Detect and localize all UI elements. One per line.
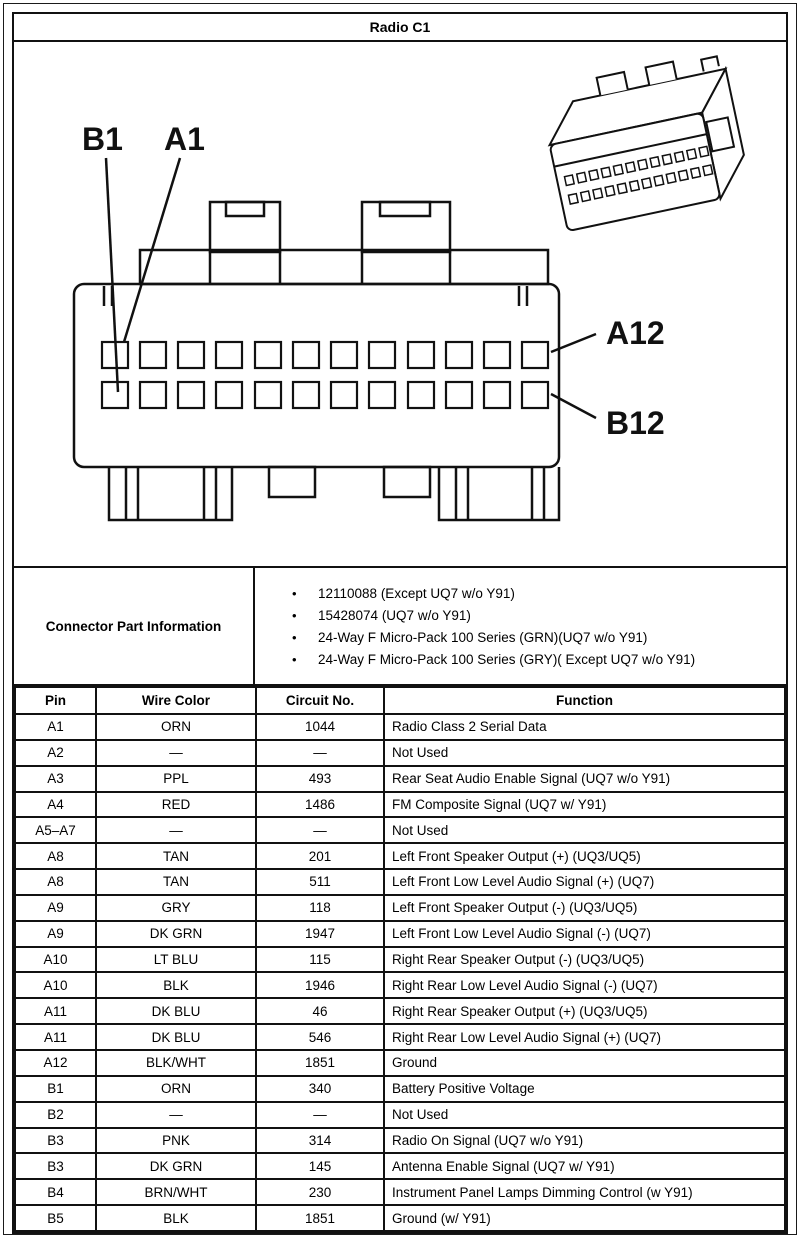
wire-color-cell: BLK/WHT bbox=[96, 1050, 256, 1076]
pin-cell: B1 bbox=[15, 1076, 96, 1102]
circuit-no-cell: — bbox=[256, 1102, 384, 1128]
wire-color-cell: LT BLU bbox=[96, 947, 256, 973]
function-cell: Right Rear Low Level Audio Signal (+) (UQ7) bbox=[384, 1024, 785, 1050]
pin-label-b1: B1 bbox=[82, 121, 123, 157]
pin-cell: B3 bbox=[15, 1153, 96, 1179]
function-cell: Not Used bbox=[384, 1102, 785, 1128]
connector-3d-view bbox=[538, 51, 752, 231]
pinout-table-wrap bbox=[14, 686, 786, 1232]
connector-body bbox=[74, 284, 559, 467]
pin-cell: A11 bbox=[15, 1024, 96, 1050]
wire-color-cell: — bbox=[96, 1102, 256, 1128]
function-cell: Ground (w/ Y91) bbox=[384, 1205, 785, 1231]
circuit-no-cell: 1947 bbox=[256, 921, 384, 947]
circuit-no-cell: 314 bbox=[256, 1128, 384, 1154]
table-row bbox=[15, 714, 785, 740]
wire-color-cell: TAN bbox=[96, 843, 256, 869]
pin-grid bbox=[102, 342, 548, 408]
pin-cell: B2 bbox=[15, 1102, 96, 1128]
table-row bbox=[15, 1153, 785, 1179]
table-row bbox=[15, 766, 785, 792]
table-row bbox=[15, 1102, 785, 1128]
circuit-no-cell: 46 bbox=[256, 998, 384, 1024]
circuit-no-cell: 493 bbox=[256, 766, 384, 792]
pin-cell: A3 bbox=[15, 766, 96, 792]
pin-label-a1: A1 bbox=[164, 121, 205, 157]
wire-color-cell: PPL bbox=[96, 766, 256, 792]
circuit-no-cell: 1851 bbox=[256, 1050, 384, 1076]
circuit-no-cell: 145 bbox=[256, 1153, 384, 1179]
bullet-icon: • bbox=[292, 585, 297, 601]
wire-color-cell: PNK bbox=[96, 1128, 256, 1154]
wire-color-cell: BLK bbox=[96, 1205, 256, 1231]
part-info-item bbox=[292, 586, 778, 601]
page-title: Radio C1 bbox=[14, 14, 786, 42]
top-strip bbox=[140, 250, 548, 284]
function-cell: Left Front Speaker Output (+) (UQ3/UQ5) bbox=[384, 843, 785, 869]
circuit-no-cell: 201 bbox=[256, 843, 384, 869]
circuit-no-cell: 118 bbox=[256, 895, 384, 921]
wire-color-cell: BLK bbox=[96, 972, 256, 998]
function-cell: Battery Positive Voltage bbox=[384, 1076, 785, 1102]
wire-color-cell: TAN bbox=[96, 869, 256, 895]
table-row bbox=[15, 998, 785, 1024]
pin-cell: A12 bbox=[15, 1050, 96, 1076]
circuit-no-cell: 546 bbox=[256, 1024, 384, 1050]
part-info-text: 15428074 (UQ7 w/o Y91) bbox=[318, 607, 471, 623]
circuit-no-cell: 1486 bbox=[256, 792, 384, 818]
header-function: Function bbox=[384, 687, 785, 714]
bottom-tab-2 bbox=[384, 467, 430, 497]
function-cell: Left Front Low Level Audio Signal (-) (UQ7) bbox=[384, 921, 785, 947]
function-cell: Instrument Panel Lamps Dimming Control (w Y91) bbox=[384, 1179, 785, 1205]
table-row bbox=[15, 1205, 785, 1231]
function-cell: Right Rear Speaker Output (-) (UQ3/UQ5) bbox=[384, 947, 785, 973]
pin-cell: A10 bbox=[15, 972, 96, 998]
header-circuit-no: Circuit No. bbox=[256, 687, 384, 714]
wire-color-cell: DK GRN bbox=[96, 1153, 256, 1179]
pin-cell: A10 bbox=[15, 947, 96, 973]
pin-cell: A9 bbox=[15, 921, 96, 947]
part-info-item bbox=[292, 652, 778, 667]
pin-cell: A4 bbox=[15, 792, 96, 818]
pin-cell: A9 bbox=[15, 895, 96, 921]
circuit-no-cell: 115 bbox=[256, 947, 384, 973]
table-row bbox=[15, 792, 785, 818]
pin-cell: A8 bbox=[15, 869, 96, 895]
table-row bbox=[15, 1076, 785, 1102]
table-row bbox=[15, 843, 785, 869]
pin-cell: A1 bbox=[15, 714, 96, 740]
wire-color-cell: RED bbox=[96, 792, 256, 818]
pinout-table bbox=[14, 686, 786, 1232]
function-cell: Not Used bbox=[384, 817, 785, 843]
part-info-item bbox=[292, 630, 778, 645]
circuit-no-cell: 1851 bbox=[256, 1205, 384, 1231]
callout-leader-lines bbox=[106, 158, 596, 418]
connector-part-info-label: Connector Part Information bbox=[14, 568, 255, 684]
pin-cell: B4 bbox=[15, 1179, 96, 1205]
connector-diagram-section bbox=[14, 42, 786, 568]
part-info-list bbox=[255, 568, 786, 684]
pinout-table-body bbox=[15, 714, 785, 1231]
bullet-icon: • bbox=[292, 651, 297, 667]
table-row bbox=[15, 740, 785, 766]
circuit-no-cell: — bbox=[256, 740, 384, 766]
top-tab-right bbox=[362, 202, 450, 252]
header-pin: Pin bbox=[15, 687, 96, 714]
top-tab-right-notch bbox=[380, 202, 430, 216]
table-row bbox=[15, 921, 785, 947]
header-wire-color: Wire Color bbox=[96, 687, 256, 714]
circuit-no-cell: 511 bbox=[256, 869, 384, 895]
function-cell: Radio Class 2 Serial Data bbox=[384, 714, 785, 740]
connector-diagram bbox=[14, 42, 786, 566]
part-info-item bbox=[292, 608, 778, 623]
circuit-no-cell: 1044 bbox=[256, 714, 384, 740]
pin-cell: B3 bbox=[15, 1128, 96, 1154]
table-row bbox=[15, 895, 785, 921]
foot-left bbox=[109, 467, 232, 520]
connector-part-info-section bbox=[14, 568, 786, 686]
circuit-no-cell: 1946 bbox=[256, 972, 384, 998]
table-row bbox=[15, 1050, 785, 1076]
function-cell: Left Front Low Level Audio Signal (+) (UQ7) bbox=[384, 869, 785, 895]
function-cell: Radio On Signal (UQ7 w/o Y91) bbox=[384, 1128, 785, 1154]
wire-color-cell: DK GRN bbox=[96, 921, 256, 947]
pin-cell: A8 bbox=[15, 843, 96, 869]
wire-color-cell: DK BLU bbox=[96, 1024, 256, 1050]
circuit-no-cell: 340 bbox=[256, 1076, 384, 1102]
pin-cell: A2 bbox=[15, 740, 96, 766]
pin-cell: A11 bbox=[15, 998, 96, 1024]
pin-cell: B5 bbox=[15, 1205, 96, 1231]
top-tab-left bbox=[210, 202, 280, 252]
function-cell: Right Rear Low Level Audio Signal (-) (UQ7) bbox=[384, 972, 785, 998]
table-row bbox=[15, 947, 785, 973]
table-row bbox=[15, 817, 785, 843]
pin-label-b12: B12 bbox=[606, 405, 665, 441]
bottom-tab-1 bbox=[269, 467, 315, 497]
table-row bbox=[15, 1024, 785, 1050]
function-cell: Right Rear Speaker Output (+) (UQ3/UQ5) bbox=[384, 998, 785, 1024]
pin-cell: A5–A7 bbox=[15, 817, 96, 843]
wire-color-cell: BRN/WHT bbox=[96, 1179, 256, 1205]
circuit-no-cell: 230 bbox=[256, 1179, 384, 1205]
bullet-icon: • bbox=[292, 607, 297, 623]
table-row bbox=[15, 972, 785, 998]
bullet-icon: • bbox=[292, 629, 297, 645]
part-info-text: 24-Way F Micro-Pack 100 Series (GRY)( Except UQ7 w/o Y91) bbox=[318, 651, 696, 667]
wire-color-cell: DK BLU bbox=[96, 998, 256, 1024]
wire-color-cell: ORN bbox=[96, 1076, 256, 1102]
wire-color-cell: — bbox=[96, 740, 256, 766]
function-cell: Antenna Enable Signal (UQ7 w/ Y91) bbox=[384, 1153, 785, 1179]
table-row bbox=[15, 1128, 785, 1154]
function-cell: Not Used bbox=[384, 740, 785, 766]
function-cell: Rear Seat Audio Enable Signal (UQ7 w/o Y91) bbox=[384, 766, 785, 792]
wire-color-cell: — bbox=[96, 817, 256, 843]
table-row bbox=[15, 869, 785, 895]
wiring-diagram-page bbox=[12, 12, 788, 1234]
function-cell: Ground bbox=[384, 1050, 785, 1076]
function-cell: Left Front Speaker Output (-) (UQ3/UQ5) bbox=[384, 895, 785, 921]
pin-label-a12: A12 bbox=[606, 315, 665, 351]
table-row bbox=[15, 1179, 785, 1205]
top-tab-left-notch bbox=[226, 202, 264, 216]
circuit-no-cell: — bbox=[256, 817, 384, 843]
wire-color-cell: GRY bbox=[96, 895, 256, 921]
part-info-text: 12110088 (Except UQ7 w/o Y91) bbox=[318, 585, 515, 601]
table-header-row bbox=[15, 687, 785, 714]
wire-color-cell: ORN bbox=[96, 714, 256, 740]
function-cell: FM Composite Signal (UQ7 w/ Y91) bbox=[384, 792, 785, 818]
part-info-text: 24-Way F Micro-Pack 100 Series (GRN)(UQ7 w/o Y91) bbox=[318, 629, 648, 645]
